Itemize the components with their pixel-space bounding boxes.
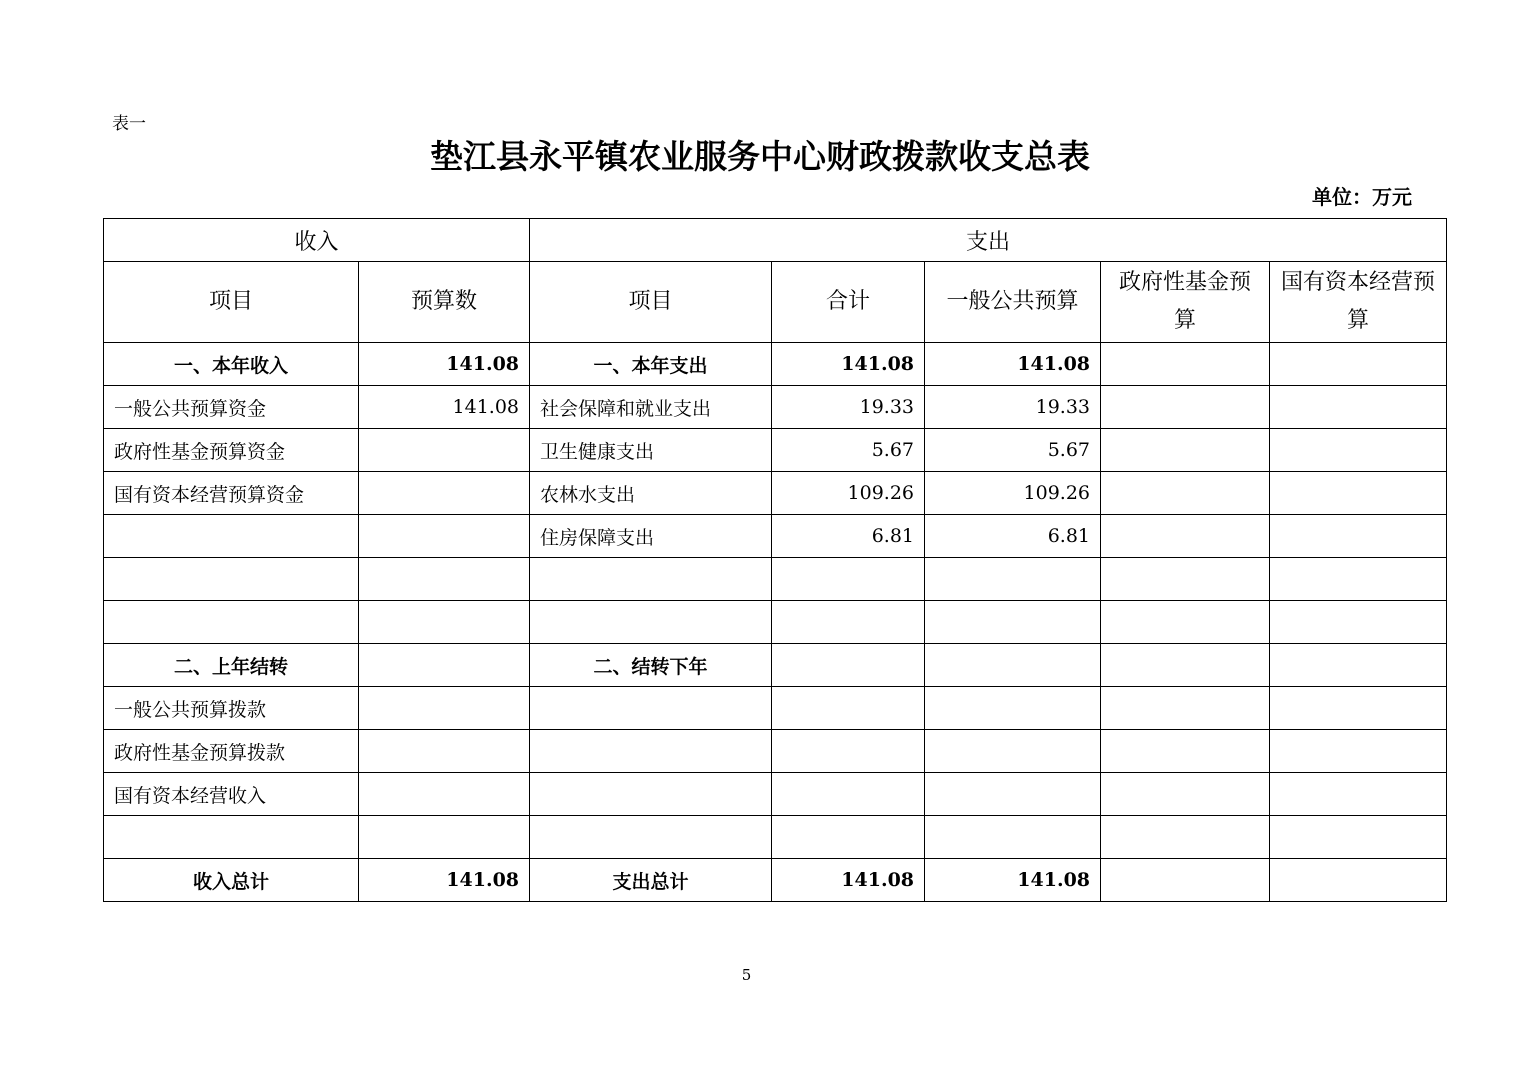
income-item-cell: 国有资本经营收入 <box>104 773 359 816</box>
state-capital-cell <box>1270 644 1447 687</box>
state-capital-cell <box>1270 515 1447 558</box>
general-budget-cell <box>925 601 1101 644</box>
state-capital-cell <box>1270 816 1447 859</box>
general-budget-cell <box>925 644 1101 687</box>
income-total-amount: 141.08 <box>359 859 530 902</box>
total-cell: 6.81 <box>772 515 925 558</box>
state-capital-cell <box>1270 472 1447 515</box>
expense-group-header: 支出 <box>530 219 1447 262</box>
table-row <box>104 773 1447 816</box>
income-item-cell: 一、本年收入 <box>104 343 359 386</box>
expense-item-cell <box>530 558 772 601</box>
income-item-cell: 政府性基金预算资金 <box>104 429 359 472</box>
gov-fund-cell <box>1101 601 1270 644</box>
income-item-cell: 政府性基金预算拨款 <box>104 730 359 773</box>
income-amount-cell: 141.08 <box>359 343 530 386</box>
expense-total-label: 支出总计 <box>530 859 772 902</box>
general-budget-total: 141.08 <box>925 859 1101 902</box>
expense-item-cell: 农林水支出 <box>530 472 772 515</box>
total-cell <box>772 687 925 730</box>
budget-summary-table <box>103 218 1447 902</box>
income-amount-cell: 141.08 <box>359 386 530 429</box>
income-amount-cell <box>359 472 530 515</box>
gov-fund-cell <box>1101 343 1270 386</box>
grand-total-row <box>104 859 1447 902</box>
income-amount-cell <box>359 601 530 644</box>
expense-item-cell <box>530 816 772 859</box>
gov-fund-cell <box>1101 472 1270 515</box>
table-row <box>104 730 1447 773</box>
header-income-item: 项目 <box>104 262 359 343</box>
income-amount-cell <box>359 515 530 558</box>
column-header-row <box>104 262 1447 343</box>
unit-note: 单位：万元 <box>1312 185 1412 209</box>
document-title: 垫江县永平镇农业服务中心财政拨款收支总表 <box>430 137 1090 176</box>
state-capital-cell <box>1270 687 1447 730</box>
expense-item-cell <box>530 687 772 730</box>
total-cell: 5.67 <box>772 429 925 472</box>
general-budget-cell: 109.26 <box>925 472 1101 515</box>
gov-fund-cell <box>1101 644 1270 687</box>
income-amount-cell <box>359 730 530 773</box>
gov-fund-cell <box>1101 429 1270 472</box>
state-capital-total <box>1270 859 1447 902</box>
expense-item-cell <box>530 730 772 773</box>
income-amount-cell <box>359 816 530 859</box>
income-item-cell <box>104 515 359 558</box>
table-row <box>104 558 1447 601</box>
total-cell <box>772 816 925 859</box>
gov-fund-cell <box>1101 558 1270 601</box>
group-header-row <box>104 219 1447 262</box>
state-capital-cell <box>1270 773 1447 816</box>
expense-item-cell: 卫生健康支出 <box>530 429 772 472</box>
state-capital-cell <box>1270 429 1447 472</box>
general-budget-cell: 6.81 <box>925 515 1101 558</box>
total-cell <box>772 773 925 816</box>
income-item-cell: 国有资本经营预算资金 <box>104 472 359 515</box>
state-capital-cell <box>1270 386 1447 429</box>
total-cell: 19.33 <box>772 386 925 429</box>
income-item-cell: 一般公共预算资金 <box>104 386 359 429</box>
income-amount-cell <box>359 644 530 687</box>
income-item-cell <box>104 601 359 644</box>
page-number: 5 <box>741 966 752 984</box>
state-capital-cell <box>1270 601 1447 644</box>
income-total-label: 收入总计 <box>104 859 359 902</box>
header-expense-item: 项目 <box>530 262 772 343</box>
header-income-budget: 预算数 <box>359 262 530 343</box>
total-cell: 109.26 <box>772 472 925 515</box>
table-label: 表一 <box>112 114 146 134</box>
general-budget-cell <box>925 816 1101 859</box>
table-row <box>104 644 1447 687</box>
expense-item-cell: 一、本年支出 <box>530 343 772 386</box>
state-capital-cell <box>1270 343 1447 386</box>
gov-fund-cell <box>1101 773 1270 816</box>
income-item-cell: 一般公共预算拨款 <box>104 687 359 730</box>
table-row <box>104 472 1447 515</box>
table-row <box>104 816 1447 859</box>
general-budget-cell: 141.08 <box>925 343 1101 386</box>
total-cell <box>772 601 925 644</box>
expense-total-amount: 141.08 <box>772 859 925 902</box>
header-general-budget: 一般公共预算 <box>925 262 1101 343</box>
expense-item-cell <box>530 601 772 644</box>
general-budget-cell <box>925 687 1101 730</box>
total-cell <box>772 730 925 773</box>
income-amount-cell <box>359 773 530 816</box>
expense-item-cell: 社会保障和就业支出 <box>530 386 772 429</box>
expense-item-cell <box>530 773 772 816</box>
header-state-capital-budget: 国有资本经营预算 <box>1270 262 1447 343</box>
income-item-cell <box>104 816 359 859</box>
gov-fund-cell <box>1101 515 1270 558</box>
gov-fund-cell <box>1101 687 1270 730</box>
table-row <box>104 601 1447 644</box>
income-item-cell: 二、上年结转 <box>104 644 359 687</box>
table-row <box>104 386 1447 429</box>
general-budget-cell <box>925 773 1101 816</box>
gov-fund-cell <box>1101 730 1270 773</box>
income-amount-cell <box>359 558 530 601</box>
general-budget-cell: 19.33 <box>925 386 1101 429</box>
table-row <box>104 343 1447 386</box>
header-total: 合计 <box>772 262 925 343</box>
table-row <box>104 429 1447 472</box>
income-amount-cell <box>359 687 530 730</box>
state-capital-cell <box>1270 730 1447 773</box>
header-gov-fund-budget: 政府性基金预算 <box>1101 262 1270 343</box>
table-row <box>104 515 1447 558</box>
income-amount-cell <box>359 429 530 472</box>
total-cell: 141.08 <box>772 343 925 386</box>
total-cell <box>772 558 925 601</box>
expense-item-cell: 住房保障支出 <box>530 515 772 558</box>
total-cell <box>772 644 925 687</box>
expense-item-cell: 二、结转下年 <box>530 644 772 687</box>
gov-fund-total <box>1101 859 1270 902</box>
state-capital-cell <box>1270 558 1447 601</box>
table-row <box>104 687 1447 730</box>
gov-fund-cell <box>1101 386 1270 429</box>
general-budget-cell <box>925 730 1101 773</box>
general-budget-cell <box>925 558 1101 601</box>
gov-fund-cell <box>1101 816 1270 859</box>
income-item-cell <box>104 558 359 601</box>
general-budget-cell: 5.67 <box>925 429 1101 472</box>
income-group-header: 收入 <box>104 219 530 262</box>
